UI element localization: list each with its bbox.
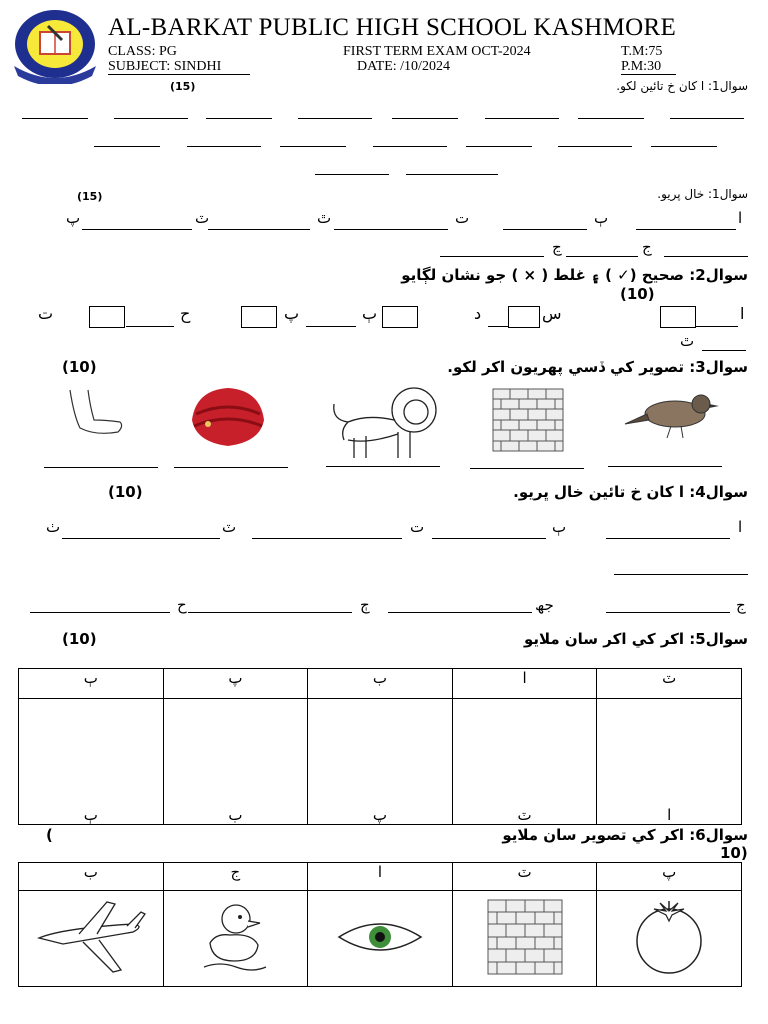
total-marks: T.M:75 xyxy=(621,44,663,59)
fill-letter: ا xyxy=(738,209,743,227)
subject-label: SUBJECT: SINDHI xyxy=(108,59,222,74)
fill-letter: ت xyxy=(455,209,470,227)
q5-marks: (10) xyxy=(62,630,97,648)
fill-line[interactable] xyxy=(606,612,730,613)
fill-line[interactable] xyxy=(636,229,736,230)
table-cell[interactable]: ٽ xyxy=(452,863,597,891)
answer-line[interactable] xyxy=(315,174,389,175)
table-cell[interactable]: ٻ xyxy=(19,669,164,699)
q2-letter: ا xyxy=(740,304,745,323)
q2-letter: س xyxy=(542,304,562,323)
q4-title: سوال4: ا کان خ تائين خال ڀريو. xyxy=(513,483,748,501)
answer-line[interactable] xyxy=(578,118,644,119)
q6-marks-close: 10) xyxy=(720,844,748,862)
table-cell[interactable] xyxy=(452,699,597,825)
arm-icon xyxy=(66,386,126,442)
fill-line[interactable] xyxy=(82,229,192,230)
answer-line[interactable] xyxy=(470,468,584,469)
answer-line[interactable] xyxy=(702,350,746,351)
tomato-icon xyxy=(630,897,708,977)
q4-marks: (10) xyxy=(108,483,143,501)
fill-letter: ٻ xyxy=(552,518,567,536)
fill-line[interactable] xyxy=(606,538,730,539)
fill-letter: ا xyxy=(738,518,743,536)
table-cell[interactable] xyxy=(597,699,742,825)
q6-marks-open: ( xyxy=(46,826,53,844)
answer-line[interactable] xyxy=(114,118,188,119)
match-letter: ا xyxy=(667,806,672,824)
table-cell[interactable] xyxy=(19,699,164,825)
q2-marks: (10) xyxy=(620,285,655,303)
fill-line[interactable] xyxy=(503,229,587,230)
fill-line[interactable] xyxy=(30,612,170,613)
q3-marks: (10) xyxy=(62,358,97,376)
fill-line[interactable] xyxy=(664,256,748,257)
answer-line[interactable] xyxy=(696,326,738,327)
fill-line[interactable] xyxy=(388,612,532,613)
answer-line[interactable] xyxy=(306,326,356,327)
fill-letter: ٿ xyxy=(317,209,332,227)
fill-letter: جھ xyxy=(535,596,554,614)
fill-letter: ٽ xyxy=(195,209,210,227)
brick-wall-icon xyxy=(492,388,564,452)
fill-letter: ڃ xyxy=(552,238,562,256)
q2-letter: پ xyxy=(284,304,300,323)
answer-line[interactable] xyxy=(298,118,372,119)
table-cell[interactable] xyxy=(163,699,308,825)
q2-title: سوال2: صحيح (✓ ) ۽ غلط ( × ) جو نشان لڳايو xyxy=(401,266,748,284)
answer-line[interactable] xyxy=(187,146,261,147)
answer-line[interactable] xyxy=(651,146,717,147)
answer-line[interactable] xyxy=(373,146,447,147)
q2-letter: ٻ xyxy=(362,304,378,323)
check-box[interactable] xyxy=(508,306,540,328)
q2-letter: ت xyxy=(38,304,54,323)
answer-line[interactable] xyxy=(406,174,498,175)
duck-icon xyxy=(200,899,270,975)
q2-letter: ح xyxy=(180,304,191,323)
pass-marks: P.M:30 xyxy=(621,59,662,74)
fill-line[interactable] xyxy=(208,229,310,230)
brick-wall-icon xyxy=(487,899,563,975)
sparrow-icon xyxy=(623,380,727,444)
fill-letter: ٽ xyxy=(222,518,237,536)
q5-title: سوال5: اکر کي اکر سان ملايو xyxy=(523,630,748,648)
letter-match-table xyxy=(18,668,742,825)
table-cell[interactable]: ٽ xyxy=(597,669,742,699)
fill-letter: ت xyxy=(410,518,425,536)
table-cell[interactable] xyxy=(308,891,453,987)
answer-line[interactable] xyxy=(94,146,160,147)
answer-line[interactable] xyxy=(280,146,346,147)
table-cell[interactable]: ب xyxy=(308,669,453,699)
answer-line[interactable] xyxy=(44,467,158,468)
date-label: DATE: /10/2024 xyxy=(357,59,450,74)
table-cell[interactable]: ب xyxy=(19,863,164,891)
fill-line[interactable] xyxy=(334,229,448,230)
class-label: CLASS: PG xyxy=(108,44,177,59)
answer-line[interactable] xyxy=(392,118,458,119)
fill-letter: ٻ xyxy=(594,209,609,227)
check-box[interactable] xyxy=(660,306,696,328)
fill-letter: ج xyxy=(736,596,746,614)
eye-icon xyxy=(335,917,425,957)
fill-line[interactable] xyxy=(440,256,544,257)
match-letter: ٻ xyxy=(83,806,98,824)
q1a-title: سوال1: ا کان خ تائين لکو. xyxy=(616,79,748,93)
check-box[interactable] xyxy=(382,306,418,328)
match-letter: ب xyxy=(228,806,243,824)
fill-line[interactable] xyxy=(566,256,638,257)
table-cell[interactable] xyxy=(163,891,308,987)
fill-letter: ج xyxy=(642,238,652,256)
q1a-marks: (15) xyxy=(170,80,196,93)
fill-line[interactable] xyxy=(188,612,352,613)
fill-letter: ح xyxy=(177,596,187,614)
answer-line[interactable] xyxy=(608,466,722,467)
table-cell[interactable]: ا xyxy=(308,863,453,891)
table-cell[interactable] xyxy=(308,699,453,825)
answer-line[interactable] xyxy=(174,467,288,468)
q1b-title: سوال1: خال پريو. xyxy=(657,187,748,201)
fill-line[interactable] xyxy=(62,538,220,539)
check-box[interactable] xyxy=(89,306,125,328)
check-box[interactable] xyxy=(241,306,277,328)
exam-label: FIRST TERM EXAM OCT-2024 xyxy=(343,44,531,59)
answer-line[interactable] xyxy=(488,326,508,327)
answer-line[interactable] xyxy=(126,326,174,327)
table-cell[interactable] xyxy=(597,891,742,987)
header-underline-right xyxy=(621,74,676,75)
table-cell[interactable]: ج xyxy=(163,863,308,891)
fill-line[interactable] xyxy=(432,538,546,539)
answer-line[interactable] xyxy=(670,118,744,119)
answer-line[interactable] xyxy=(206,118,272,119)
answer-line[interactable] xyxy=(22,118,88,119)
q1b-marks: (15) xyxy=(77,190,103,203)
turban-icon xyxy=(186,384,270,450)
q6-title: سوال6: اکر کي تصوير سان ملايو xyxy=(502,826,748,844)
school-logo xyxy=(10,6,100,84)
q2-letter: د xyxy=(474,304,482,323)
answer-line[interactable] xyxy=(485,118,559,119)
table-cell[interactable]: ا xyxy=(452,669,597,699)
q3-title: سوال3: تصوير کي ڏسي پهريون اکر لکو. xyxy=(447,358,748,376)
q2-letter: ٿ xyxy=(680,332,695,350)
header-underline-left xyxy=(108,74,250,75)
fill-letter: ڄ xyxy=(360,596,370,614)
table-cell[interactable] xyxy=(19,891,164,987)
lion-icon xyxy=(328,380,444,462)
match-letter: ٽ xyxy=(517,806,532,824)
fill-letter: پ xyxy=(66,209,81,227)
table-cell[interactable]: پ xyxy=(163,669,308,699)
school-name: AL-BARKAT PUBLIC HIGH SCHOOL KASHMORE xyxy=(108,14,677,41)
fill-line[interactable] xyxy=(252,538,402,539)
table-cell[interactable] xyxy=(452,891,597,987)
match-letter: پ xyxy=(372,806,388,824)
answer-line[interactable] xyxy=(466,146,532,147)
table-cell[interactable]: پ xyxy=(597,863,742,891)
answer-line[interactable] xyxy=(558,146,632,147)
fill-line[interactable] xyxy=(614,574,748,575)
airplane-icon xyxy=(33,898,149,976)
answer-line[interactable] xyxy=(326,466,440,467)
picture-match-table xyxy=(18,862,742,987)
fill-letter: ٺ xyxy=(46,518,61,536)
